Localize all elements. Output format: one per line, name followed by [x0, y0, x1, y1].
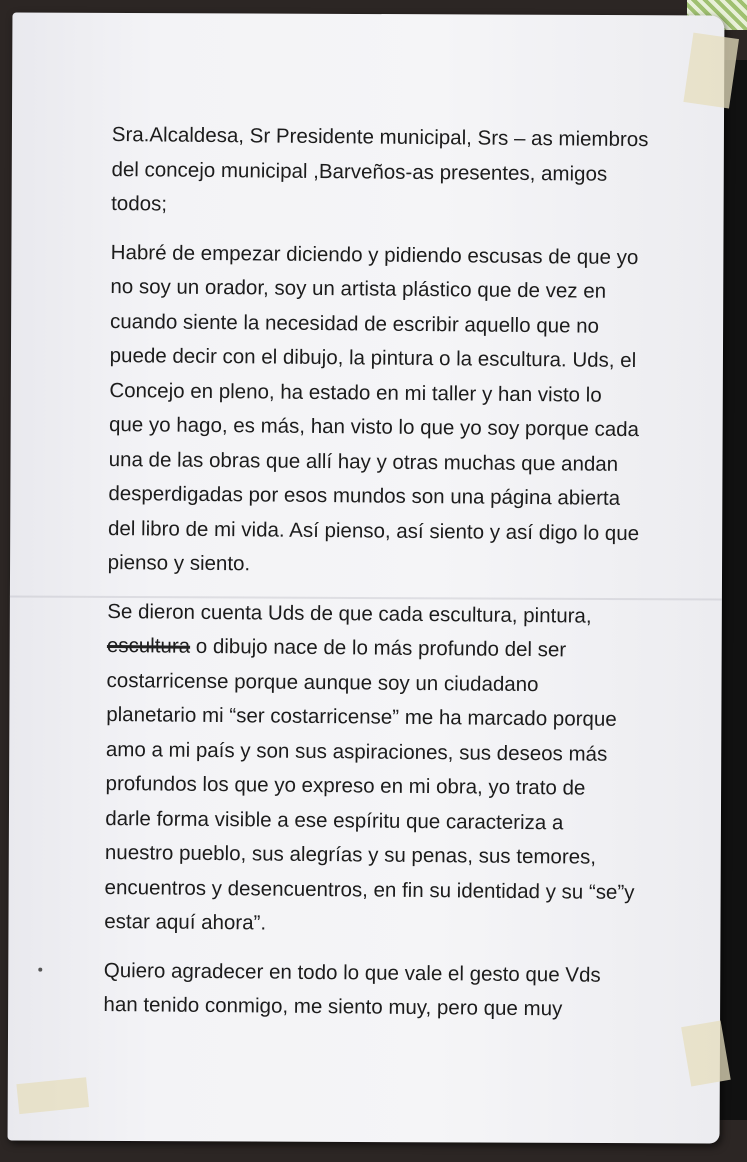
- text-line: Sra.Alcaldesa, Sr Presidente municipal, Srs – as miembros: [111, 122, 649, 152]
- text-segment: o dibujo nace de lo más profundo del ser: [190, 634, 567, 662]
- text-line: desperdigadas por esos mundos son una página abierta: [108, 481, 621, 510]
- text-line: del concejo municipal ,Barveños-as presentes, amigos: [111, 157, 608, 186]
- text-line: Concejo en pleno, ha estado en mi taller y han visto lo: [109, 378, 602, 407]
- text-line: amo a mi país y son sus aspiraciones, sus deseos más: [105, 737, 608, 766]
- tape-bottom-left: [16, 1077, 89, 1114]
- text-line: puede decir con el dibujo, la pintura o la escultura. Uds, el: [109, 343, 637, 373]
- text-line: Quiero agradecer en todo lo que vale el gesto que Vds: [103, 958, 601, 987]
- text-line: costarricense porque aunque soy un ciudadano: [106, 668, 539, 696]
- text-line: que yo hago, es más, han visto lo que yo soy porque cada: [108, 412, 640, 442]
- text-line: una de las obras que allí hay y otras muchas que andan: [108, 447, 619, 476]
- text-line: no soy un orador, soy un artista plástico que de vez en: [110, 274, 607, 303]
- text-line: cuando siente la necesidad de escribir aquello que no: [109, 309, 600, 338]
- text-line: Se dieron cuenta Uds de que cada escultura, pintura,: [107, 599, 592, 628]
- text-line: han tenido conmigo, me siento muy, pero que muy: [103, 992, 563, 1021]
- text-line: encuentros y desencuentros, en fin su identidad y su “se”y: [104, 875, 635, 904]
- text-line: nuestro pueblo, sus alegrías y su penas, sus temores,: [104, 840, 597, 869]
- text-line: darle forma visible a ese espíritu que caracteriza a: [105, 806, 564, 834]
- text-line: estar aquí ahora”.: [104, 909, 267, 935]
- letter-body: [103, 118, 712, 1042]
- text-line-with-strike: [107, 629, 707, 669]
- paragraph-greeting: [111, 118, 712, 227]
- paragraph-identity: [104, 594, 707, 945]
- text-line: profundos los que yo expreso en mi obra, yo trato de: [105, 771, 586, 800]
- text-line: del libro de mi vida. Así pienso, así siento y así digo lo que: [107, 516, 640, 545]
- paper-speck: [38, 968, 42, 972]
- paragraph-thanks: [103, 953, 704, 1028]
- text-line: planetario mi “ser costarricense” me ha marcado porque: [106, 702, 617, 731]
- text-line: pienso y siento.: [107, 550, 251, 576]
- text-line: Habré de empezar diciendo y pidiendo escusas de que yo: [110, 240, 639, 269]
- text-line: todos;: [111, 191, 168, 216]
- paragraph-apology: [108, 235, 711, 586]
- struck-word: escultura: [106, 633, 191, 658]
